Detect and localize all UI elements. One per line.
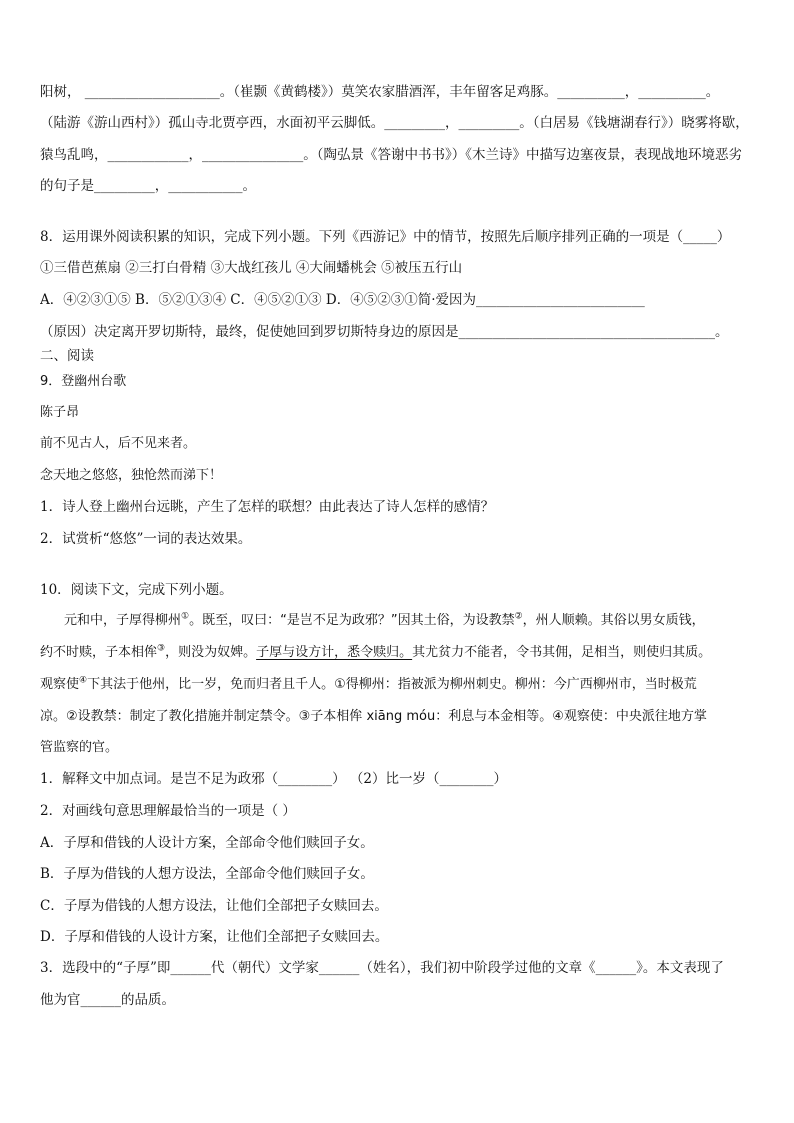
q8-items: ①三借芭蕉扇 ②三打白骨精 ③大战红孩儿 ④大闹蟠桃会 ⑤被压五行山 (40, 260, 463, 276)
q8-stem: 8．运用课外阅读积累的知识，完成下列小题。下列《西游记》中的情节，按照先后顺序排列正确的一项是（_____） (40, 229, 731, 245)
section-heading: 二、阅读 (40, 348, 94, 364)
q10-text-line-3 (40, 675, 754, 695)
q10-text-line-2 (40, 643, 754, 663)
q10-text-seg: ，州人顺赖。其俗以男女质钱， (522, 613, 705, 628)
q9-title: 9．登幽州台歌 (40, 374, 127, 389)
q9-sub-2: 2．试赏析“悠悠”一词的表达效果。 (40, 531, 252, 547)
q7-line-1: 阳树， ____________________。（崔颢《黄鹤楼》）莫笑农家腊酒浑，丰年留客足鸡豚。__________，__________。 (40, 84, 720, 100)
note-marker-4: ④ (79, 675, 88, 686)
q10-text-seg: 约不时赎，子本相侔 (40, 645, 158, 660)
q8-options: A．④②③①⑤ B．⑤②①③④ C．④⑤②①③ D．④⑤②③①简·爱因为_________________________ (40, 292, 645, 308)
q10-notes-line-1: 凉。②设教禁：制定了教化措施并制定禁令。③子本相侔 xiāng móu：利息与本金相等。④观察使：中央派往地方掌 (40, 709, 707, 724)
note-marker-2: ② (514, 611, 523, 622)
q10-option-b: B．子厚为借钱的人想方设法，全部命令他们赎回子女。 (40, 866, 374, 882)
q10-sub-1: 1．解释文中加点词。是岂不足为政邪（________） （2）比一岁（________） (40, 771, 507, 787)
underlined-sentence: 子厚与设方计，悉令赎归。 (256, 645, 413, 660)
q10-text-seg: 观察使 (40, 677, 80, 692)
q7-line-2: （陆游《游山西村》）孤山寺北贾亭西，水面初平云脚低。_________，_________。（白居易《钱塘湖春行》）晓雾将歇， (40, 115, 749, 131)
q9-poem-line-2: 念天地之悠悠，独怆然而涕下！ (40, 468, 223, 483)
q10-text-seg: 其尤贫力不能者，令书其佣，足相当，则使归其质。 (412, 645, 712, 660)
q8-continuation: （原因）决定离开罗切斯特，最终，促使她回到罗切斯特身边的原因是______________________________________。 (40, 324, 729, 340)
q10-sub-3-line-1: 3．选段中的“子厚”即______代（朝代）文学家______（姓名），我们初中阶段学过他的文章《______》。本文表现了 (40, 960, 724, 976)
note-marker-3: ③ (157, 643, 166, 654)
q10-text-seg: 元和中，子厚得柳州 (64, 613, 182, 628)
q10-text-seg: ，则没为奴婢。 (165, 645, 257, 660)
q10-text-seg: 下其法于他州，比一岁，免而归者且千人。①得柳州：指被派为柳州刺史。柳州：今广西柳州市，当时极荒 (87, 677, 697, 692)
q9-author: 陈子昂 (40, 405, 80, 420)
q9-sub-1: 1．诗人登上幽州台远眺，产生了怎样的联想？由此表达了诗人怎样的感情？ (40, 499, 495, 515)
q10-sub-3-line-2: 他为官______的品质。 (40, 992, 175, 1008)
q10-text-line-1 (64, 611, 754, 631)
q7-line-4: 的句子是_________，___________。 (40, 178, 256, 194)
q10-title: 10．阅读下文，完成下列小题。 (40, 582, 233, 598)
q7-line-3: 猿鸟乱鸣，____________，_______________。（陶弘景《答谢中书书》）《木兰诗》中描写边塞夜景，表现战地环境恶劣 (40, 147, 742, 163)
q10-option-c: C．子厚为借钱的人想方设法，让他们全部把子女赎回去。 (40, 898, 388, 914)
q10-option-a: A．子厚和借钱的人设计方案，全部命令他们赎回子女。 (40, 835, 374, 851)
q9-poem-line-1: 前不见古人，后不见来者。 (40, 436, 197, 451)
q10-sub-2: 2．对画线句意思理解最恰当的一项是（ ） (40, 803, 296, 819)
note-marker-1: ① (181, 611, 190, 622)
q10-option-d: D．子厚和借钱的人设计方案，让他们全部把子女赎回去。 (40, 929, 389, 945)
q10-notes-line-2: 管监察的官。 (40, 740, 119, 755)
q10-text-seg: 。既至，叹曰：“是岂不足为政邪？”因其土俗，为设教禁 (189, 613, 515, 628)
